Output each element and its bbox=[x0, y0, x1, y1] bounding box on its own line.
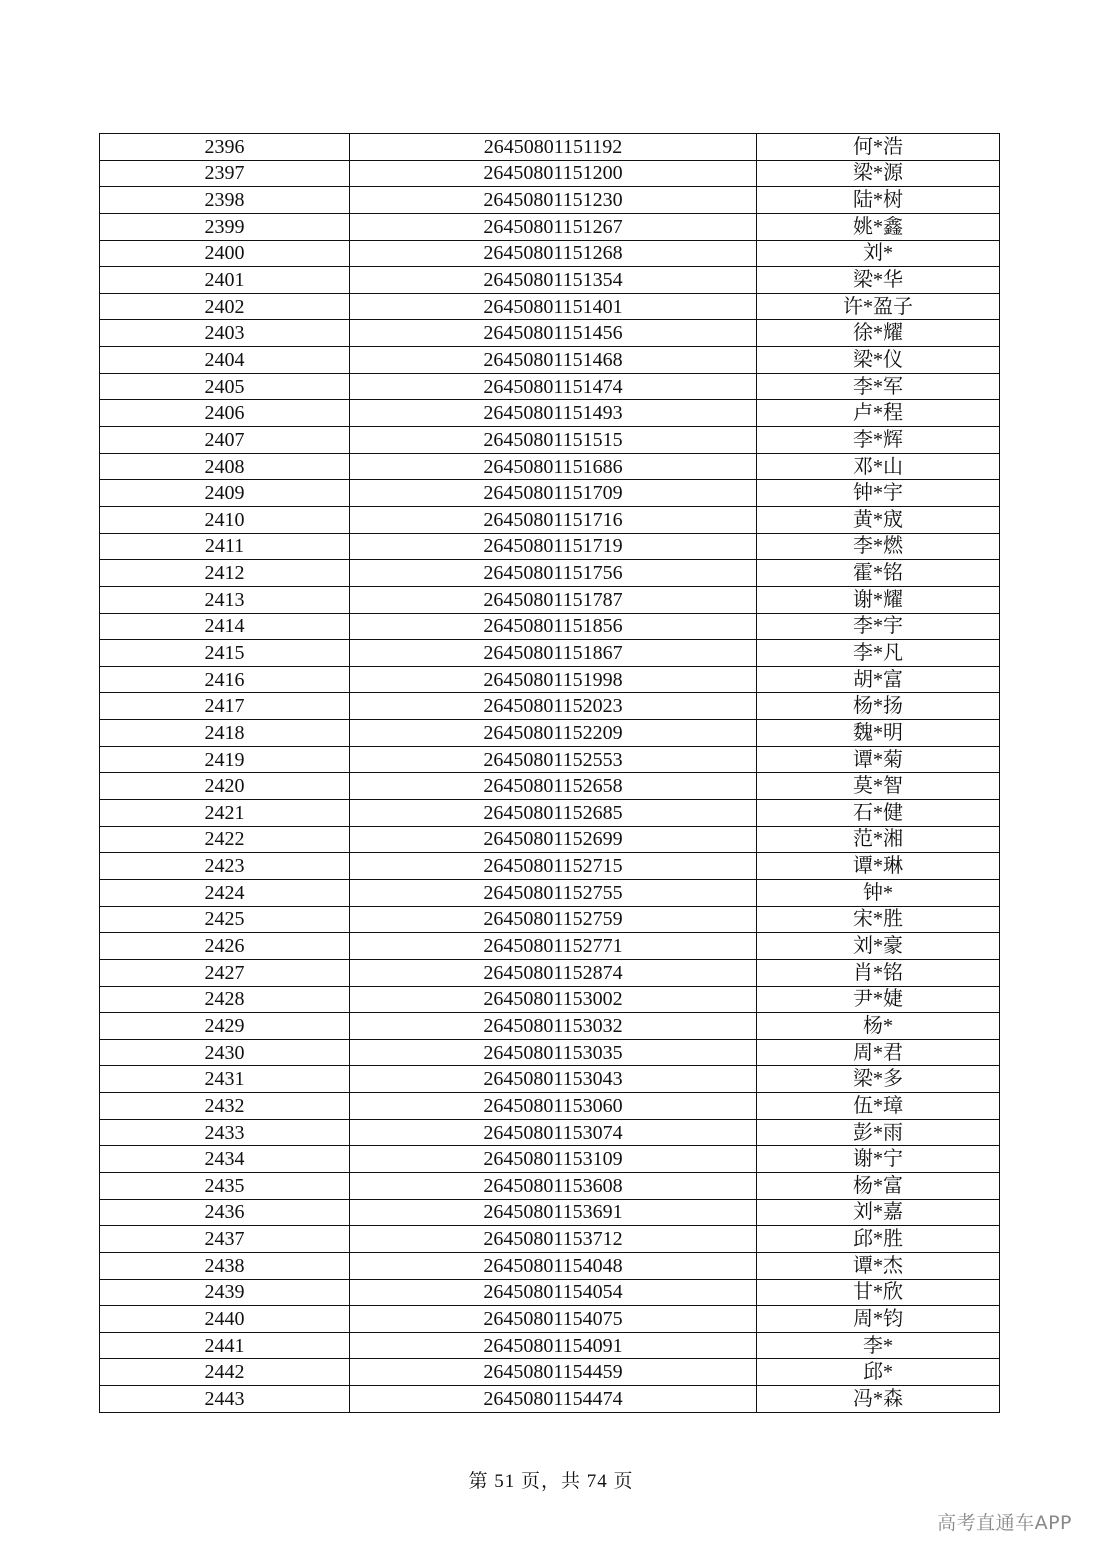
exam-number-cell: 26450801151998 bbox=[350, 666, 757, 693]
exam-number-cell: 26450801152771 bbox=[350, 933, 757, 960]
row-number-cell: 2438 bbox=[100, 1252, 350, 1279]
row-number-cell: 2417 bbox=[100, 693, 350, 720]
name-cell: 卢*程 bbox=[757, 400, 1000, 427]
table-row bbox=[100, 240, 1000, 267]
name-cell: 李*军 bbox=[757, 373, 1000, 400]
name-cell: 霍*铭 bbox=[757, 560, 1000, 587]
table-row bbox=[100, 959, 1000, 986]
row-number-cell: 2420 bbox=[100, 773, 350, 800]
row-number-cell: 2421 bbox=[100, 800, 350, 827]
name-cell: 陆*树 bbox=[757, 187, 1000, 214]
name-cell: 邓*山 bbox=[757, 453, 1000, 480]
row-number-cell: 2433 bbox=[100, 1119, 350, 1146]
row-number-cell: 2403 bbox=[100, 320, 350, 347]
row-number-cell: 2416 bbox=[100, 666, 350, 693]
row-number-cell: 2396 bbox=[100, 134, 350, 161]
table-row bbox=[100, 1093, 1000, 1120]
exam-number-cell: 26450801152699 bbox=[350, 826, 757, 853]
row-number-cell: 2424 bbox=[100, 879, 350, 906]
name-cell: 周*君 bbox=[757, 1039, 1000, 1066]
table-row bbox=[100, 293, 1000, 320]
row-number-cell: 2407 bbox=[100, 427, 350, 454]
exam-number-cell: 26450801152715 bbox=[350, 853, 757, 880]
exam-number-cell: 26450801152658 bbox=[350, 773, 757, 800]
row-number-cell: 2440 bbox=[100, 1306, 350, 1333]
table-row bbox=[100, 906, 1000, 933]
name-cell: 梁*源 bbox=[757, 160, 1000, 187]
exam-number-cell: 26450801151267 bbox=[350, 213, 757, 240]
table-row bbox=[100, 800, 1000, 827]
row-number-cell: 2422 bbox=[100, 826, 350, 853]
exam-number-cell: 26450801151515 bbox=[350, 427, 757, 454]
name-cell: 范*湘 bbox=[757, 826, 1000, 853]
exam-number-cell: 26450801153002 bbox=[350, 986, 757, 1013]
row-number-cell: 2435 bbox=[100, 1172, 350, 1199]
exam-number-cell: 26450801153060 bbox=[350, 1093, 757, 1120]
exam-number-cell: 26450801152874 bbox=[350, 959, 757, 986]
name-cell: 肖*铭 bbox=[757, 959, 1000, 986]
table-row bbox=[100, 853, 1000, 880]
row-number-cell: 2425 bbox=[100, 906, 350, 933]
exam-number-cell: 26450801154048 bbox=[350, 1252, 757, 1279]
name-cell: 黄*宬 bbox=[757, 506, 1000, 533]
table-row bbox=[100, 187, 1000, 214]
row-number-cell: 2400 bbox=[100, 240, 350, 267]
name-cell: 刘*嘉 bbox=[757, 1199, 1000, 1226]
table-row bbox=[100, 826, 1000, 853]
name-cell: 谭*琳 bbox=[757, 853, 1000, 880]
exam-number-cell: 26450801151268 bbox=[350, 240, 757, 267]
table-row bbox=[100, 693, 1000, 720]
exam-number-cell: 26450801152685 bbox=[350, 800, 757, 827]
row-number-cell: 2423 bbox=[100, 853, 350, 880]
name-cell: 徐*耀 bbox=[757, 320, 1000, 347]
table-row bbox=[100, 267, 1000, 294]
name-cell: 钟*宇 bbox=[757, 480, 1000, 507]
table-row bbox=[100, 427, 1000, 454]
name-cell: 彭*雨 bbox=[757, 1119, 1000, 1146]
exam-number-cell: 26450801151856 bbox=[350, 613, 757, 640]
table-row bbox=[100, 1359, 1000, 1386]
name-cell: 李*燃 bbox=[757, 533, 1000, 560]
row-number-cell: 2409 bbox=[100, 480, 350, 507]
table-row bbox=[100, 480, 1000, 507]
row-number-cell: 2411 bbox=[100, 533, 350, 560]
exam-number-cell: 26450801151756 bbox=[350, 560, 757, 587]
table-row bbox=[100, 1066, 1000, 1093]
table-row bbox=[100, 640, 1000, 667]
roster-table bbox=[99, 133, 1000, 1413]
exam-number-cell: 26450801151456 bbox=[350, 320, 757, 347]
exam-number-cell: 26450801151787 bbox=[350, 586, 757, 613]
exam-number-cell: 26450801151230 bbox=[350, 187, 757, 214]
table-row bbox=[100, 773, 1000, 800]
table-row bbox=[100, 347, 1000, 374]
exam-number-cell: 26450801152209 bbox=[350, 720, 757, 747]
row-number-cell: 2404 bbox=[100, 347, 350, 374]
table-row bbox=[100, 1172, 1000, 1199]
row-number-cell: 2437 bbox=[100, 1226, 350, 1253]
exam-number-cell: 26450801153691 bbox=[350, 1199, 757, 1226]
app-watermark: 高考直通车APP bbox=[937, 1512, 1072, 1534]
row-number-cell: 2410 bbox=[100, 506, 350, 533]
exam-number-cell: 26450801154054 bbox=[350, 1279, 757, 1306]
table-row bbox=[100, 879, 1000, 906]
row-number-cell: 2398 bbox=[100, 187, 350, 214]
name-cell: 甘*欣 bbox=[757, 1279, 1000, 1306]
exam-number-cell: 26450801151468 bbox=[350, 347, 757, 374]
name-cell: 何*浩 bbox=[757, 134, 1000, 161]
table-row bbox=[100, 666, 1000, 693]
row-number-cell: 2402 bbox=[100, 293, 350, 320]
table-row bbox=[100, 533, 1000, 560]
name-cell: 石*健 bbox=[757, 800, 1000, 827]
table-row bbox=[100, 160, 1000, 187]
roster-table-body bbox=[100, 134, 1000, 1413]
name-cell: 魏*明 bbox=[757, 720, 1000, 747]
table-row bbox=[100, 933, 1000, 960]
name-cell: 伍*璋 bbox=[757, 1093, 1000, 1120]
name-cell: 杨*富 bbox=[757, 1172, 1000, 1199]
row-number-cell: 2439 bbox=[100, 1279, 350, 1306]
name-cell: 邱* bbox=[757, 1359, 1000, 1386]
name-cell: 谭*杰 bbox=[757, 1252, 1000, 1279]
name-cell: 尹*婕 bbox=[757, 986, 1000, 1013]
row-number-cell: 2406 bbox=[100, 400, 350, 427]
table-row bbox=[100, 1199, 1000, 1226]
exam-number-cell: 26450801151192 bbox=[350, 134, 757, 161]
row-number-cell: 2399 bbox=[100, 213, 350, 240]
row-number-cell: 2426 bbox=[100, 933, 350, 960]
name-cell: 谭*菊 bbox=[757, 746, 1000, 773]
table-row bbox=[100, 1332, 1000, 1359]
table-row bbox=[100, 506, 1000, 533]
name-cell: 许*盈子 bbox=[757, 293, 1000, 320]
table-row bbox=[100, 1226, 1000, 1253]
name-cell: 钟* bbox=[757, 879, 1000, 906]
exam-number-cell: 26450801152553 bbox=[350, 746, 757, 773]
table-row bbox=[100, 613, 1000, 640]
row-number-cell: 2434 bbox=[100, 1146, 350, 1173]
name-cell: 李*宇 bbox=[757, 613, 1000, 640]
row-number-cell: 2442 bbox=[100, 1359, 350, 1386]
table-row bbox=[100, 1386, 1000, 1413]
table-row bbox=[100, 453, 1000, 480]
name-cell: 杨*扬 bbox=[757, 693, 1000, 720]
name-cell: 刘* bbox=[757, 240, 1000, 267]
exam-number-cell: 26450801153043 bbox=[350, 1066, 757, 1093]
name-cell: 刘*豪 bbox=[757, 933, 1000, 960]
row-number-cell: 2436 bbox=[100, 1199, 350, 1226]
table-row bbox=[100, 320, 1000, 347]
table-row bbox=[100, 1013, 1000, 1040]
name-cell: 宋*胜 bbox=[757, 906, 1000, 933]
exam-number-cell: 26450801153712 bbox=[350, 1226, 757, 1253]
exam-number-cell: 26450801151867 bbox=[350, 640, 757, 667]
name-cell: 周*钧 bbox=[757, 1306, 1000, 1333]
row-number-cell: 2427 bbox=[100, 959, 350, 986]
name-cell: 杨* bbox=[757, 1013, 1000, 1040]
row-number-cell: 2408 bbox=[100, 453, 350, 480]
name-cell: 李* bbox=[757, 1332, 1000, 1359]
exam-number-cell: 26450801151719 bbox=[350, 533, 757, 560]
exam-number-cell: 26450801154459 bbox=[350, 1359, 757, 1386]
page-number-footer: 第 51 页，共 74 页 bbox=[468, 1471, 634, 1492]
row-number-cell: 2441 bbox=[100, 1332, 350, 1359]
name-cell: 谢*耀 bbox=[757, 586, 1000, 613]
table-row bbox=[100, 213, 1000, 240]
exam-number-cell: 26450801153109 bbox=[350, 1146, 757, 1173]
exam-number-cell: 26450801152023 bbox=[350, 693, 757, 720]
exam-number-cell: 26450801151493 bbox=[350, 400, 757, 427]
table-row bbox=[100, 586, 1000, 613]
row-number-cell: 2443 bbox=[100, 1386, 350, 1413]
table-row bbox=[100, 1252, 1000, 1279]
name-cell: 莫*智 bbox=[757, 773, 1000, 800]
exam-number-cell: 26450801152755 bbox=[350, 879, 757, 906]
row-number-cell: 2419 bbox=[100, 746, 350, 773]
row-number-cell: 2413 bbox=[100, 586, 350, 613]
exam-number-cell: 26450801151354 bbox=[350, 267, 757, 294]
table-row bbox=[100, 1279, 1000, 1306]
row-number-cell: 2431 bbox=[100, 1066, 350, 1093]
name-cell: 梁*华 bbox=[757, 267, 1000, 294]
exam-number-cell: 26450801151200 bbox=[350, 160, 757, 187]
table-row bbox=[100, 986, 1000, 1013]
row-number-cell: 2430 bbox=[100, 1039, 350, 1066]
name-cell: 谢*宁 bbox=[757, 1146, 1000, 1173]
table-row bbox=[100, 746, 1000, 773]
exam-number-cell: 26450801154474 bbox=[350, 1386, 757, 1413]
table-row bbox=[100, 720, 1000, 747]
row-number-cell: 2415 bbox=[100, 640, 350, 667]
row-number-cell: 2418 bbox=[100, 720, 350, 747]
exam-number-cell: 26450801151474 bbox=[350, 373, 757, 400]
exam-number-cell: 26450801151716 bbox=[350, 506, 757, 533]
name-cell: 梁*仪 bbox=[757, 347, 1000, 374]
roster-table-container bbox=[99, 133, 998, 1413]
exam-number-cell: 26450801151401 bbox=[350, 293, 757, 320]
table-row bbox=[100, 1146, 1000, 1173]
exam-number-cell: 26450801153074 bbox=[350, 1119, 757, 1146]
name-cell: 冯*森 bbox=[757, 1386, 1000, 1413]
name-cell: 梁*多 bbox=[757, 1066, 1000, 1093]
exam-number-cell: 26450801153032 bbox=[350, 1013, 757, 1040]
exam-number-cell: 26450801153608 bbox=[350, 1172, 757, 1199]
table-row bbox=[100, 1306, 1000, 1333]
exam-number-cell: 26450801154091 bbox=[350, 1332, 757, 1359]
row-number-cell: 2414 bbox=[100, 613, 350, 640]
row-number-cell: 2412 bbox=[100, 560, 350, 587]
table-row bbox=[100, 373, 1000, 400]
name-cell: 李*辉 bbox=[757, 427, 1000, 454]
row-number-cell: 2428 bbox=[100, 986, 350, 1013]
name-cell: 李*凡 bbox=[757, 640, 1000, 667]
row-number-cell: 2405 bbox=[100, 373, 350, 400]
row-number-cell: 2432 bbox=[100, 1093, 350, 1120]
table-row bbox=[100, 1119, 1000, 1146]
name-cell: 邱*胜 bbox=[757, 1226, 1000, 1253]
exam-number-cell: 26450801152759 bbox=[350, 906, 757, 933]
exam-number-cell: 26450801153035 bbox=[350, 1039, 757, 1066]
row-number-cell: 2397 bbox=[100, 160, 350, 187]
table-row bbox=[100, 400, 1000, 427]
table-row bbox=[100, 560, 1000, 587]
row-number-cell: 2401 bbox=[100, 267, 350, 294]
table-row bbox=[100, 134, 1000, 161]
exam-number-cell: 26450801151686 bbox=[350, 453, 757, 480]
row-number-cell: 2429 bbox=[100, 1013, 350, 1040]
exam-number-cell: 26450801151709 bbox=[350, 480, 757, 507]
table-row bbox=[100, 1039, 1000, 1066]
exam-number-cell: 26450801154075 bbox=[350, 1306, 757, 1333]
name-cell: 胡*富 bbox=[757, 666, 1000, 693]
name-cell: 姚*鑫 bbox=[757, 213, 1000, 240]
